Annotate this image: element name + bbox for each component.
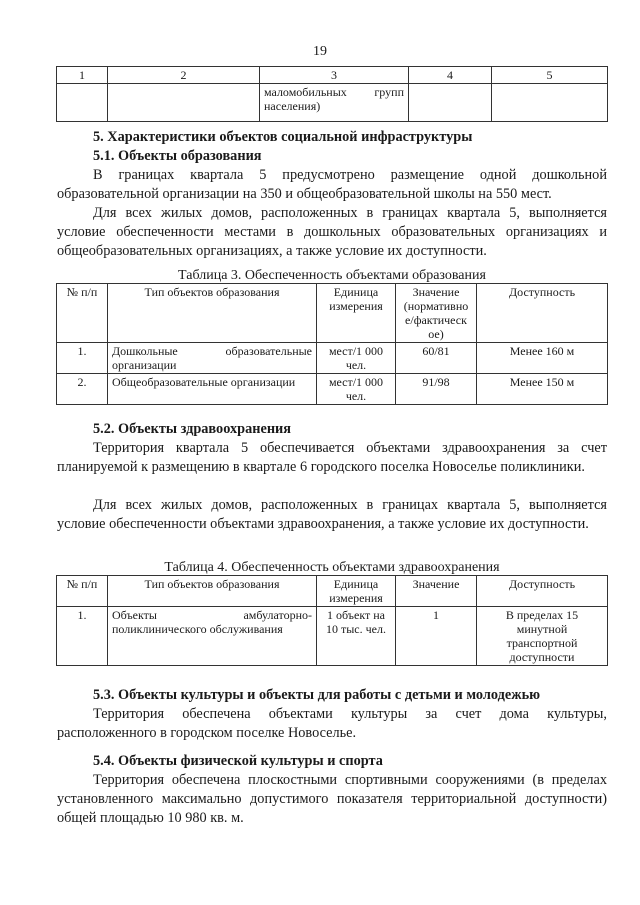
table-row xyxy=(57,84,608,122)
continuation-table xyxy=(56,66,608,122)
cell-line: организации xyxy=(112,358,177,372)
table-cell xyxy=(57,84,108,122)
table-header-row xyxy=(57,576,608,607)
cell-line: маломобильных групп xyxy=(264,85,404,99)
paragraph: Территория обеспечена объектами культуры за счет дома культуры, расположенного в городском поселке Новоселье. xyxy=(57,706,607,741)
subsection-heading: 5.3. Объекты культуры и объекты для работы с детьми и молодежью xyxy=(93,687,541,703)
header-cell xyxy=(317,284,396,343)
header-line: ое) xyxy=(428,327,444,341)
header-cell: 2 xyxy=(108,67,260,84)
table-cell: 1. xyxy=(57,343,108,374)
table-cell: Менее 160 м xyxy=(477,343,608,374)
cell-line: населения) xyxy=(264,99,321,113)
header-cell: № п/п xyxy=(57,576,108,607)
table-cell: Общеобразовательные организации xyxy=(108,374,317,405)
header-line: Единица xyxy=(333,285,379,299)
table-caption: Таблица 3. Обеспеченность объектами образования xyxy=(178,268,486,283)
cell-word: Объекты xyxy=(112,608,157,622)
table-header-row xyxy=(57,67,608,84)
cell-line: В пределах 15 xyxy=(505,608,579,622)
header-cell: Доступность xyxy=(477,576,608,607)
header-cell: Значение xyxy=(396,576,477,607)
table-cell: 1. xyxy=(57,607,108,666)
header-cell: 4 xyxy=(409,67,492,84)
cell-line: 1 объект на xyxy=(326,608,385,622)
header-line: е/фактическ xyxy=(405,313,467,327)
header-cell: 5 xyxy=(492,67,608,84)
table-row xyxy=(57,343,608,374)
cell-line: чел. xyxy=(345,358,367,372)
section-heading: 5. Характеристики объектов социальной инфраструктуры xyxy=(93,129,473,145)
cell-word: Дошкольные xyxy=(112,344,178,358)
table-cell xyxy=(317,374,396,405)
cell-line xyxy=(112,344,312,358)
cell-line: мест/1 000 xyxy=(328,344,384,358)
table-cell: 60/81 xyxy=(396,343,477,374)
header-cell: № п/п xyxy=(57,284,108,343)
table-cell xyxy=(317,607,396,666)
table-cell xyxy=(108,84,260,122)
table-cell xyxy=(108,343,317,374)
cell-word: амбулаторно- xyxy=(243,608,312,622)
table-cell: 91/98 xyxy=(396,374,477,405)
cell-line: мест/1 000 xyxy=(328,375,384,389)
table-header-row xyxy=(57,284,608,343)
cell-line: поликлинического обслуживания xyxy=(112,622,283,636)
paragraph: Территория квартала 5 обеспечивается объектами здравоохранения за счет планируемой к размещению в квартале 6 городского поселка Новоселье поликлиники. xyxy=(57,440,607,475)
header-cell: Тип объектов образования xyxy=(108,576,317,607)
cell-line: 10 тыс. чел. xyxy=(326,622,386,636)
paragraph: В границах квартала 5 предусмотрено размещение одной дошкольной образовательной организации на 350 и общеобразовательной школы на 550 мест. xyxy=(57,167,607,202)
paragraph: Территория обеспечена плоскостными спортивными сооружениями (в пределах установленного максимально допустимого показателя территориальной доступности) общей площадью 10 980 кв. м. xyxy=(57,772,607,826)
table-cell xyxy=(108,607,317,666)
header-line: Значение xyxy=(412,285,460,299)
subsection-heading: 5.2. Объекты здравоохранения xyxy=(93,421,292,437)
header-cell: Доступность xyxy=(477,284,608,343)
table-cell xyxy=(409,84,492,122)
cell-line xyxy=(112,608,312,622)
table-cell: 2. xyxy=(57,374,108,405)
cell-line: доступности xyxy=(509,650,575,664)
healthcare-table xyxy=(56,575,608,666)
table-cell xyxy=(317,343,396,374)
cell-line: транспортной xyxy=(506,636,578,650)
cell-line: чел. xyxy=(345,389,367,403)
page-number: 19 xyxy=(313,44,327,59)
cell-word: образовательные xyxy=(225,344,312,358)
header-line: Единица xyxy=(333,577,379,591)
header-line: (нормативно xyxy=(403,299,469,313)
subsection-heading: 5.1. Объекты образования xyxy=(93,148,262,164)
header-cell: 1 xyxy=(57,67,108,84)
table-caption: Таблица 4. Обеспеченность объектами здравоохранения xyxy=(164,560,500,575)
paragraph: Для всех жилых домов, расположенных в границах квартала 5, выполняется условие обеспеченности местами в дошкольных образовательных организациях и общеобразовательных организациях, а также условие их доступности. xyxy=(57,205,607,259)
header-cell xyxy=(317,576,396,607)
header-line: измерения xyxy=(329,591,383,605)
table-cell: 1 xyxy=(396,607,477,666)
table-row xyxy=(57,607,608,666)
table-cell xyxy=(477,607,608,666)
table-cell xyxy=(260,84,409,122)
header-cell: 3 xyxy=(260,67,409,84)
paragraph: Для всех жилых домов, расположенных в границах квартала 5, выполняется условие обеспеченности объектами здравоохранения, а также условие их доступности. xyxy=(57,497,607,532)
education-table xyxy=(56,283,608,405)
table-row xyxy=(57,374,608,405)
table-cell xyxy=(492,84,608,122)
table-cell: Менее 150 м xyxy=(477,374,608,405)
cell-line: минутной xyxy=(516,622,568,636)
header-cell: Тип объектов образования xyxy=(108,284,317,343)
subsection-heading: 5.4. Объекты физической культуры и спорта xyxy=(93,753,383,769)
header-line: измерения xyxy=(329,299,383,313)
header-cell xyxy=(396,284,477,343)
